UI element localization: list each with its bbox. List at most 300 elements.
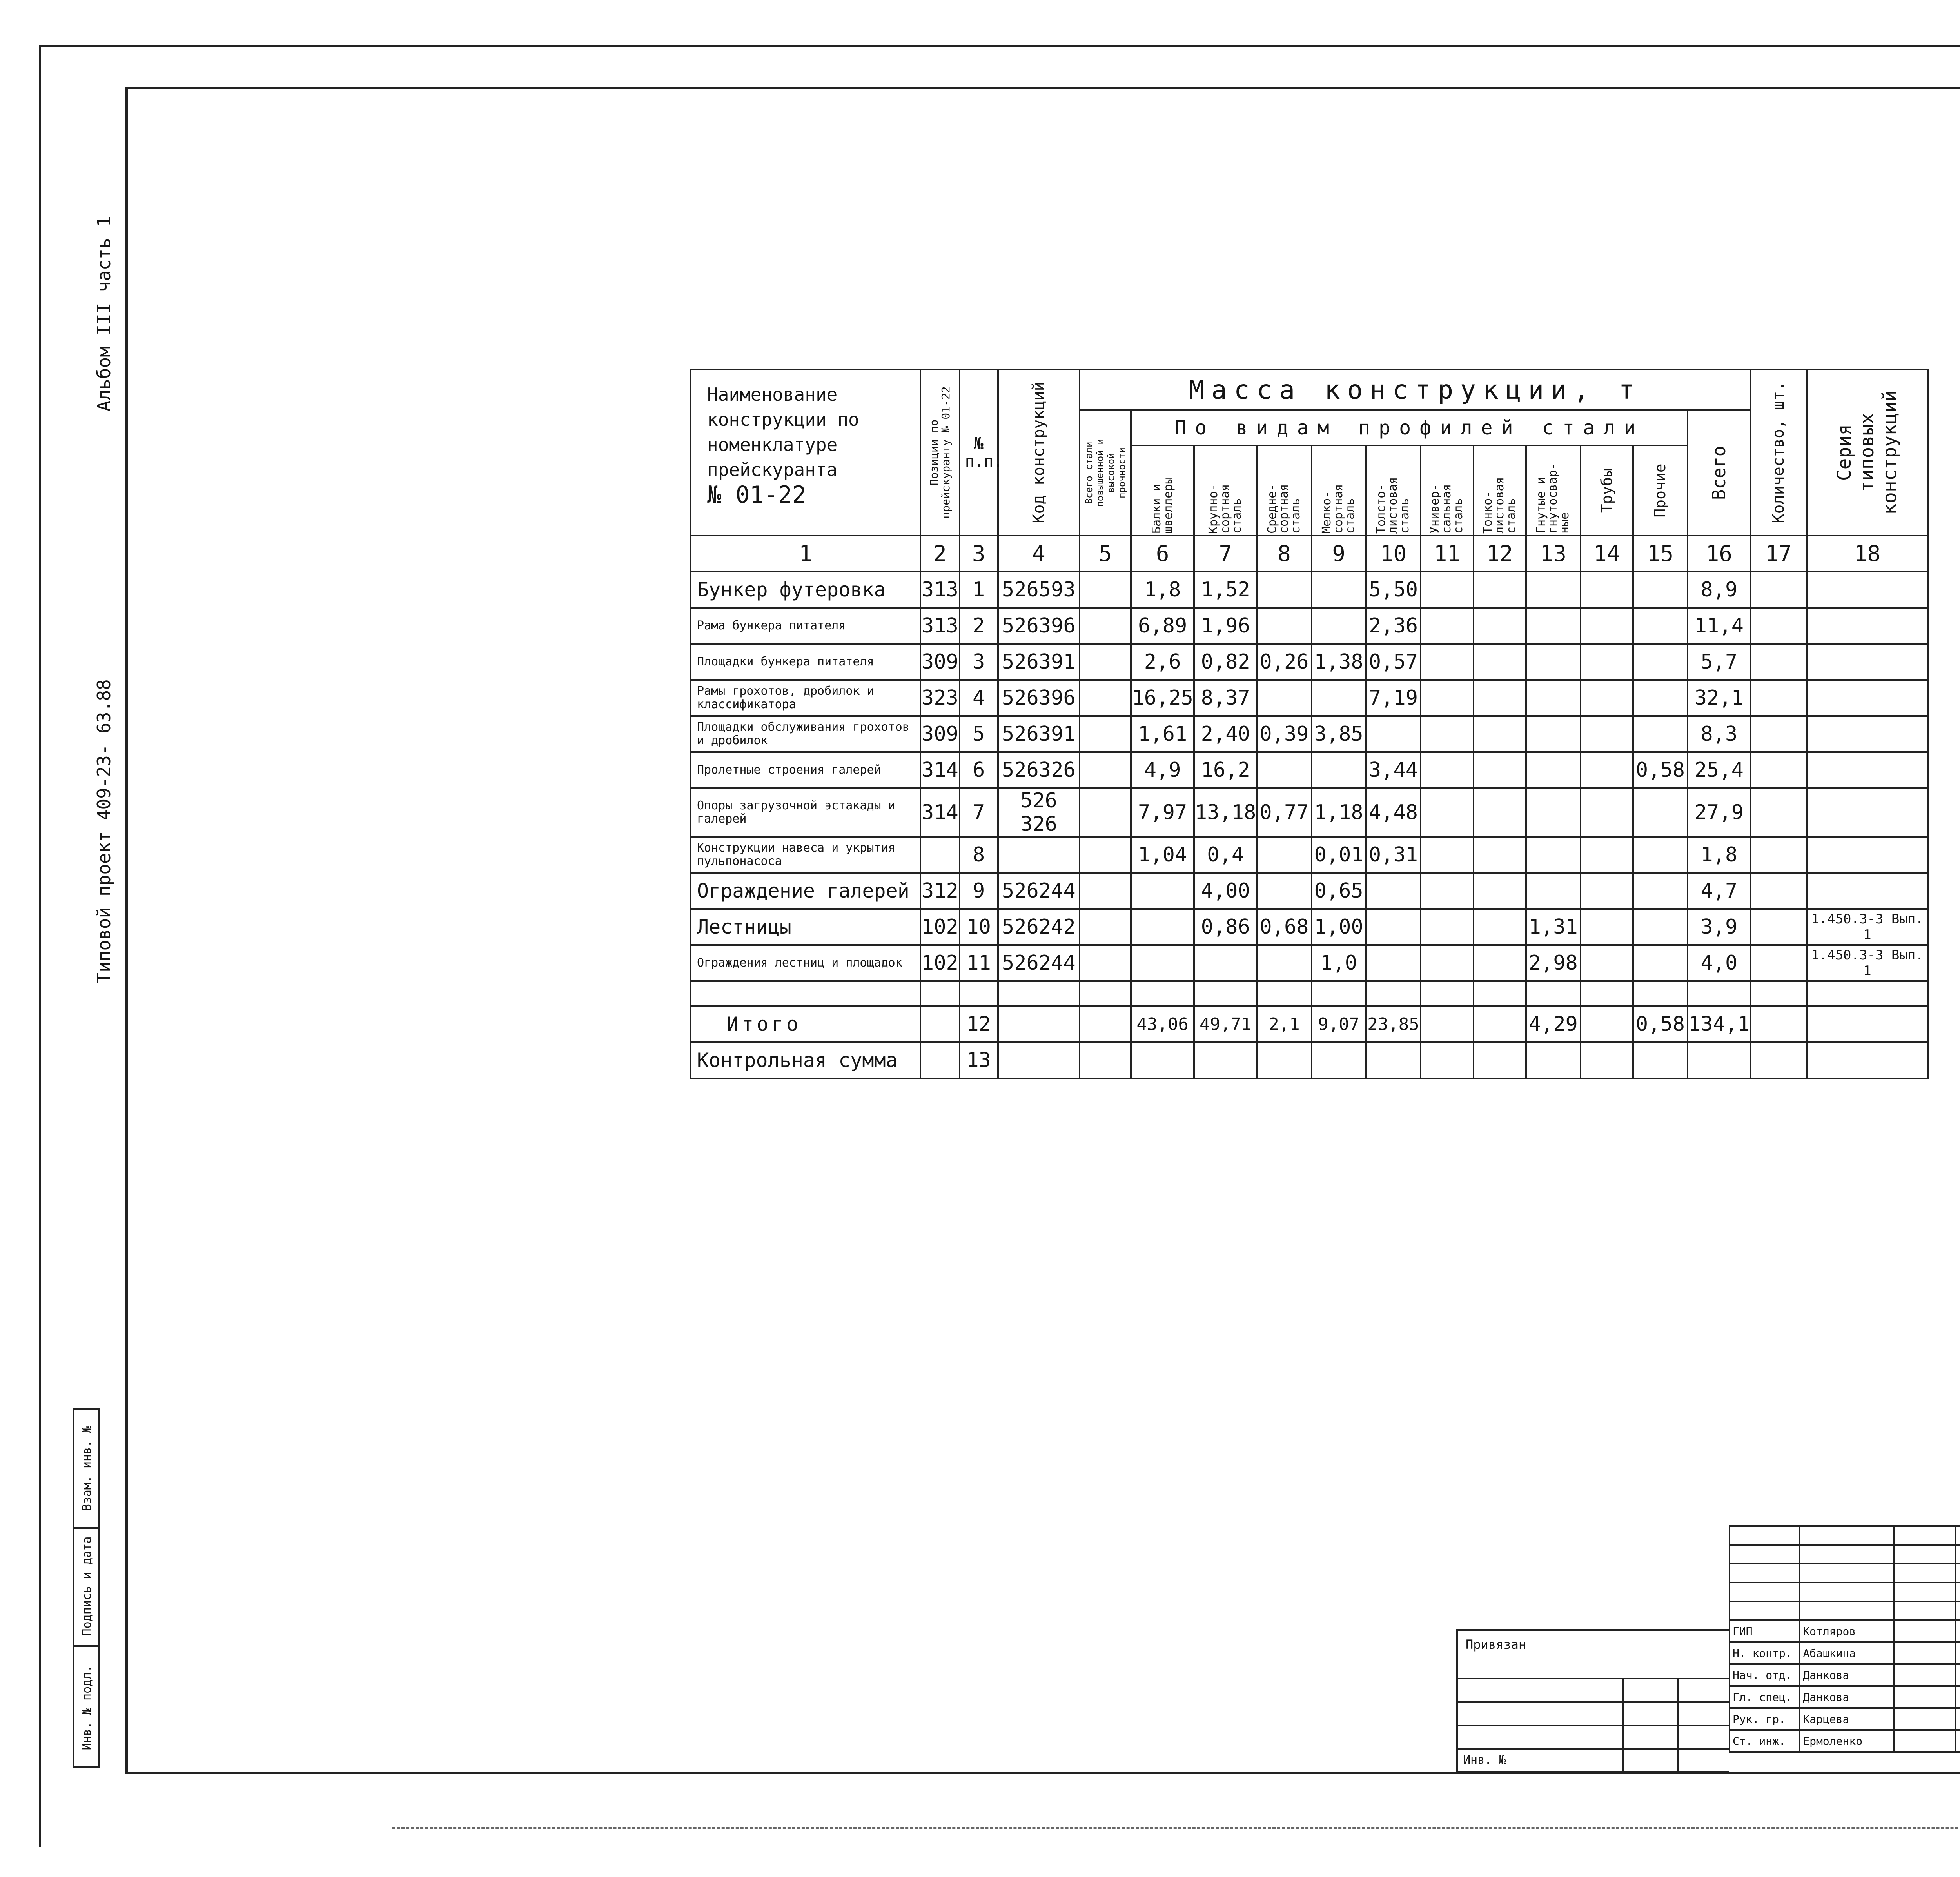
row-c15 xyxy=(1633,572,1688,608)
table-row xyxy=(691,788,1928,837)
row-c6: 1,04 xyxy=(1131,837,1194,873)
header-profile-1: Балки и швеллеры xyxy=(1131,445,1194,536)
row-c7: 0,82 xyxy=(1194,644,1257,680)
row-c14 xyxy=(1581,608,1633,644)
row-c11 xyxy=(1421,608,1473,644)
spacer-cell xyxy=(1751,981,1807,1006)
row-c16: 11,4 xyxy=(1688,608,1751,644)
row-quantity xyxy=(1751,788,1807,837)
date-cell xyxy=(1956,1708,1960,1730)
row-c16: 8,9 xyxy=(1688,572,1751,608)
signature-cell xyxy=(1894,1686,1956,1708)
row-c12 xyxy=(1474,873,1526,909)
header-profile-5: Толсто-листовая сталь xyxy=(1366,445,1421,536)
row-position: 312 xyxy=(920,873,960,909)
total-name: Итого xyxy=(691,1006,920,1042)
row-c8 xyxy=(1257,873,1311,909)
row-series xyxy=(1807,752,1928,788)
row-c12 xyxy=(1474,572,1526,608)
metal-structures-table xyxy=(690,369,1929,1079)
row-number: 10 xyxy=(960,909,998,945)
header-total: Всего xyxy=(1688,410,1751,536)
row-c7: 13,18 xyxy=(1194,788,1257,837)
row-c7: 0,86 xyxy=(1194,909,1257,945)
person-name: Данкова xyxy=(1800,1664,1893,1686)
row-c14 xyxy=(1581,644,1633,680)
row-c14 xyxy=(1581,945,1633,981)
date-cell xyxy=(1956,1730,1960,1752)
row-number: 9 xyxy=(960,873,998,909)
row-c13: 1,31 xyxy=(1526,909,1581,945)
column-number-18: 18 xyxy=(1807,536,1928,572)
spacer-cell xyxy=(998,981,1080,1006)
row-c7: 1,96 xyxy=(1194,608,1257,644)
row-c6: 6,89 xyxy=(1131,608,1194,644)
revision-row xyxy=(1730,1564,1960,1583)
revision-cell xyxy=(1730,1601,1800,1620)
tied-label: Привязан xyxy=(1466,1637,1526,1652)
table-row xyxy=(691,572,1928,608)
row-c16: 27,9 xyxy=(1688,788,1751,837)
row-c13 xyxy=(1526,837,1581,873)
row-name: Конструкции навеса и укрытия пульпонасоса xyxy=(691,837,920,873)
role-label: Нач. отд. xyxy=(1730,1664,1800,1686)
row-c8: 0,26 xyxy=(1257,644,1311,680)
row-number: 5 xyxy=(960,716,998,752)
row-c11 xyxy=(1421,788,1473,837)
row-position: 314 xyxy=(920,788,960,837)
row-c9 xyxy=(1312,608,1366,644)
row-c16: 5,7 xyxy=(1688,644,1751,680)
total-series xyxy=(1807,1006,1928,1042)
row-c10 xyxy=(1366,716,1421,752)
row-c10: 4,48 xyxy=(1366,788,1421,837)
spacer-cell xyxy=(1257,981,1311,1006)
row-c9: 1,00 xyxy=(1312,909,1366,945)
row-c10: 3,44 xyxy=(1366,752,1421,788)
row-c13 xyxy=(1526,752,1581,788)
total-c9: 9,07 xyxy=(1312,1006,1366,1042)
row-c6: 1,8 xyxy=(1131,572,1194,608)
revision-cell xyxy=(1956,1583,1960,1601)
revision-cell xyxy=(1894,1564,1956,1583)
table-row xyxy=(691,608,1928,644)
revision-cell xyxy=(1730,1583,1800,1601)
spacer-cell xyxy=(1688,981,1751,1006)
total-c8: 2,1 xyxy=(1257,1006,1311,1042)
signature-cell xyxy=(1894,1730,1956,1752)
row-high-strength xyxy=(1080,716,1131,752)
row-high-strength xyxy=(1080,837,1131,873)
row-c15 xyxy=(1633,837,1688,873)
revision-cell xyxy=(1730,1526,1800,1545)
person-name: Карцева xyxy=(1800,1708,1893,1730)
row-c15 xyxy=(1633,909,1688,945)
row-c16: 4,0 xyxy=(1688,945,1751,981)
header-profile-4: Мелко-сортная сталь xyxy=(1312,445,1366,536)
total-c11 xyxy=(1421,1006,1473,1042)
total-c10: 23,85 xyxy=(1366,1006,1421,1042)
total-high-strength xyxy=(1080,1006,1131,1042)
column-number-1: 1 xyxy=(691,536,920,572)
column-number-3: 3 xyxy=(960,536,998,572)
revision-cell xyxy=(1800,1601,1893,1620)
signature-row xyxy=(1730,1708,1960,1730)
row-c9: 3,85 xyxy=(1312,716,1366,752)
table-row xyxy=(691,644,1928,680)
row-code: 526391 xyxy=(998,716,1080,752)
row-series xyxy=(1807,837,1928,873)
header-profile-7: Тонко-листовая сталь xyxy=(1474,445,1526,536)
person-name: Ермоленко xyxy=(1800,1730,1893,1752)
role-label: Ст. инж. xyxy=(1730,1730,1800,1752)
header-quantity: Количество, шт. xyxy=(1751,369,1807,536)
header-by-profile: По видам профилей стали xyxy=(1131,410,1688,445)
row-c16: 3,9 xyxy=(1688,909,1751,945)
vzam-label: Взам. инв. № xyxy=(80,1426,94,1511)
check-cell xyxy=(1633,1042,1688,1078)
role-label: Н. контр. xyxy=(1730,1642,1800,1664)
check-cell xyxy=(1366,1042,1421,1078)
row-c9: 0,01 xyxy=(1312,837,1366,873)
row-name: Пролетные строения галерей xyxy=(691,752,920,788)
row-c8 xyxy=(1257,680,1311,716)
row-c16: 25,4 xyxy=(1688,752,1751,788)
row-c14 xyxy=(1581,873,1633,909)
role-label: Рук. гр. xyxy=(1730,1708,1800,1730)
revision-cell xyxy=(1800,1545,1893,1564)
check-position xyxy=(920,1042,960,1078)
check-cell xyxy=(1312,1042,1366,1078)
column-number-8: 8 xyxy=(1257,536,1311,572)
revision-cell xyxy=(1956,1564,1960,1583)
row-c10 xyxy=(1366,945,1421,981)
row-c7: 2,40 xyxy=(1194,716,1257,752)
row-series xyxy=(1807,644,1928,680)
row-c11 xyxy=(1421,680,1473,716)
table-row xyxy=(691,909,1928,945)
column-number-2: 2 xyxy=(920,536,960,572)
row-name: Ограждение галерей xyxy=(691,873,920,909)
row-high-strength xyxy=(1080,608,1131,644)
row-c10 xyxy=(1366,873,1421,909)
row-position: 309 xyxy=(920,716,960,752)
spacer-cell xyxy=(1366,981,1421,1006)
row-c12 xyxy=(1474,680,1526,716)
row-c14 xyxy=(1581,788,1633,837)
row-c13 xyxy=(1526,572,1581,608)
row-c16: 1,8 xyxy=(1688,837,1751,873)
date-cell xyxy=(1956,1686,1960,1708)
row-code: 526396 xyxy=(998,608,1080,644)
row-series xyxy=(1807,873,1928,909)
role-label: Гл. спец. xyxy=(1730,1686,1800,1708)
check-cell xyxy=(1526,1042,1581,1078)
row-quantity xyxy=(1751,608,1807,644)
row-c6 xyxy=(1131,909,1194,945)
column-number-4: 4 xyxy=(998,536,1080,572)
row-c13 xyxy=(1526,788,1581,837)
total-row xyxy=(691,1006,1928,1042)
revision-row xyxy=(1730,1545,1960,1564)
row-c7: 0,4 xyxy=(1194,837,1257,873)
header-profile-8: Гнутые и гнутосвар-ные xyxy=(1526,445,1581,536)
revision-cell xyxy=(1894,1601,1956,1620)
inv-no-label: Инв. № подл. xyxy=(80,1665,94,1750)
total-c13: 4,29 xyxy=(1526,1006,1581,1042)
row-c7: 4,00 xyxy=(1194,873,1257,909)
row-c11 xyxy=(1421,873,1473,909)
date-cell xyxy=(1956,1642,1960,1664)
check-cell xyxy=(1080,1042,1131,1078)
signature-cell xyxy=(1894,1708,1956,1730)
column-number-9: 9 xyxy=(1312,536,1366,572)
header-mass-title: Масса конструкции, т xyxy=(1080,369,1751,410)
table-row-spacer xyxy=(691,981,1928,1006)
check-cell xyxy=(1751,1042,1807,1078)
column-number-13: 13 xyxy=(1526,536,1581,572)
row-c12 xyxy=(1474,837,1526,873)
check-number: 13 xyxy=(960,1042,998,1078)
revision-cell xyxy=(1730,1545,1800,1564)
row-c6: 4,9 xyxy=(1131,752,1194,788)
revision-row xyxy=(1730,1601,1960,1620)
row-high-strength xyxy=(1080,680,1131,716)
check-cell xyxy=(998,1042,1080,1078)
row-c12 xyxy=(1474,644,1526,680)
header-series: Серия типовых конструкций xyxy=(1807,369,1928,536)
row-quantity xyxy=(1751,909,1807,945)
spacer-cell xyxy=(1581,981,1633,1006)
signature-row xyxy=(1730,1642,1960,1664)
row-c16: 4,7 xyxy=(1688,873,1751,909)
spacer-cell xyxy=(1312,981,1366,1006)
row-c13: 2,98 xyxy=(1526,945,1581,981)
row-series xyxy=(1807,788,1928,837)
row-quantity xyxy=(1751,752,1807,788)
row-name: Ограждения лестниц и площадок xyxy=(691,945,920,981)
row-c6 xyxy=(1131,873,1194,909)
row-c14 xyxy=(1581,680,1633,716)
signature-row xyxy=(1730,1620,1960,1642)
inv-label: Инв. № xyxy=(1463,1753,1506,1767)
column-number-6: 6 xyxy=(1131,536,1194,572)
side-stamp xyxy=(73,1408,100,1768)
column-number-14: 14 xyxy=(1581,536,1633,572)
row-position: 102 xyxy=(920,945,960,981)
column-number-7: 7 xyxy=(1194,536,1257,572)
revision-cell xyxy=(1800,1564,1893,1583)
row-code: 526242 xyxy=(998,909,1080,945)
row-code: 526326 xyxy=(998,752,1080,788)
row-c6: 1,61 xyxy=(1131,716,1194,752)
date-cell xyxy=(1956,1620,1960,1642)
row-code: 526593 xyxy=(998,572,1080,608)
row-c8 xyxy=(1257,608,1311,644)
row-c10: 0,57 xyxy=(1366,644,1421,680)
row-c14 xyxy=(1581,752,1633,788)
row-c8 xyxy=(1257,945,1311,981)
header-high-strength: Всего стали повышенной и высокой прочности xyxy=(1080,410,1131,536)
signature-cell xyxy=(1894,1664,1956,1686)
row-position: 309 xyxy=(920,644,960,680)
check-sum-row xyxy=(691,1042,1928,1078)
revision-cell xyxy=(1894,1583,1956,1601)
row-high-strength xyxy=(1080,873,1131,909)
header-profile-6: Универ-сальная сталь xyxy=(1421,445,1473,536)
row-c15 xyxy=(1633,644,1688,680)
row-number: 6 xyxy=(960,752,998,788)
row-c9 xyxy=(1312,680,1366,716)
row-quantity xyxy=(1751,945,1807,981)
row-code: 526244 xyxy=(998,873,1080,909)
row-c8: 0,39 xyxy=(1257,716,1311,752)
row-c10 xyxy=(1366,909,1421,945)
row-c13 xyxy=(1526,608,1581,644)
row-quantity xyxy=(1751,873,1807,909)
row-quantity xyxy=(1751,837,1807,873)
total-c15: 0,58 xyxy=(1633,1006,1688,1042)
header-profile-2: Крупно-сортная сталь xyxy=(1194,445,1257,536)
row-high-strength xyxy=(1080,945,1131,981)
row-c9 xyxy=(1312,752,1366,788)
row-c14 xyxy=(1581,716,1633,752)
row-name: Опоры загрузочной эстакады и галерей xyxy=(691,788,920,837)
row-number: 7 xyxy=(960,788,998,837)
check-cell xyxy=(1421,1042,1473,1078)
row-c8 xyxy=(1257,572,1311,608)
check-cell xyxy=(1131,1042,1194,1078)
column-number-11: 11 xyxy=(1421,536,1473,572)
spacer-cell xyxy=(1474,981,1526,1006)
role-label: ГИП xyxy=(1730,1620,1800,1642)
row-c10: 2,36 xyxy=(1366,608,1421,644)
revision-cell xyxy=(1730,1564,1800,1583)
row-c12 xyxy=(1474,716,1526,752)
revision-grid xyxy=(1729,1525,1960,1753)
row-c12 xyxy=(1474,752,1526,788)
check-cell xyxy=(1474,1042,1526,1078)
total-position xyxy=(920,1006,960,1042)
row-quantity xyxy=(1751,716,1807,752)
column-number-15: 15 xyxy=(1633,536,1688,572)
spacer-cell xyxy=(1421,981,1473,1006)
date-cell xyxy=(1956,1664,1960,1686)
table-row xyxy=(691,680,1928,716)
header-profile-9: Трубы xyxy=(1581,445,1633,536)
row-name: Площадки обслуживания грохотов и дробилок xyxy=(691,716,920,752)
row-series xyxy=(1807,680,1928,716)
row-c9: 1,38 xyxy=(1312,644,1366,680)
row-c11 xyxy=(1421,752,1473,788)
spacer-cell xyxy=(1131,981,1194,1006)
row-c6 xyxy=(1131,945,1194,981)
revision-cell xyxy=(1956,1545,1960,1564)
row-c7: 16,2 xyxy=(1194,752,1257,788)
total-c16: 134,1 xyxy=(1688,1006,1751,1042)
row-number: 4 xyxy=(960,680,998,716)
row-high-strength xyxy=(1080,788,1131,837)
column-number-17: 17 xyxy=(1751,536,1807,572)
table-row xyxy=(691,837,1928,873)
table-row xyxy=(691,945,1928,981)
revision-cell xyxy=(1894,1545,1956,1564)
tied-block xyxy=(1456,1629,1729,1772)
bottom-dashes xyxy=(392,1827,1960,1829)
row-series xyxy=(1807,572,1928,608)
row-c12 xyxy=(1474,788,1526,837)
row-c9: 1,18 xyxy=(1312,788,1366,837)
row-c8: 0,68 xyxy=(1257,909,1311,945)
row-c8: 0,77 xyxy=(1257,788,1311,837)
row-c7: 8,37 xyxy=(1194,680,1257,716)
row-c12 xyxy=(1474,945,1526,981)
revision-cell xyxy=(1894,1526,1956,1545)
total-number: 12 xyxy=(960,1006,998,1042)
column-number-12: 12 xyxy=(1474,536,1526,572)
check-cell xyxy=(1581,1042,1633,1078)
spacer-cell xyxy=(691,981,920,1006)
person-name: Абашкина xyxy=(1800,1642,1893,1664)
row-high-strength xyxy=(1080,572,1131,608)
row-name: Рамы грохотов, дробилок и классификатора xyxy=(691,680,920,716)
spacer-cell xyxy=(960,981,998,1006)
row-c6: 7,97 xyxy=(1131,788,1194,837)
row-name: Площадки бункера питателя xyxy=(691,644,920,680)
row-quantity xyxy=(1751,572,1807,608)
row-c14 xyxy=(1581,572,1633,608)
row-c11 xyxy=(1421,837,1473,873)
row-c9: 0,65 xyxy=(1312,873,1366,909)
row-c10: 0,31 xyxy=(1366,837,1421,873)
row-series: 1.450.3-3 Вып. 1 xyxy=(1807,945,1928,981)
row-c15 xyxy=(1633,680,1688,716)
header-profile-10: Прочие xyxy=(1633,445,1688,536)
header-position: Позиции по прейскуранту № 01-22 xyxy=(920,369,960,536)
total-quantity xyxy=(1751,1006,1807,1042)
check-name: Контрольная сумма xyxy=(691,1042,920,1078)
column-number-10: 10 xyxy=(1366,536,1421,572)
row-c13 xyxy=(1526,644,1581,680)
table-row xyxy=(691,716,1928,752)
table-row xyxy=(691,873,1928,909)
spacer-cell xyxy=(1194,981,1257,1006)
row-c9: 1,0 xyxy=(1312,945,1366,981)
row-code: 526244 xyxy=(998,945,1080,981)
total-c6: 43,06 xyxy=(1131,1006,1194,1042)
row-high-strength xyxy=(1080,644,1131,680)
spacer-cell xyxy=(1633,981,1688,1006)
signature-cell xyxy=(1894,1642,1956,1664)
signature-row xyxy=(1730,1664,1960,1686)
check-cell xyxy=(1194,1042,1257,1078)
person-name: Котляров xyxy=(1800,1620,1893,1642)
row-c9 xyxy=(1312,572,1366,608)
project-label: Типовой проект 409-23- 63.88 xyxy=(93,679,114,983)
row-number: 11 xyxy=(960,945,998,981)
total-c7: 49,71 xyxy=(1194,1006,1257,1042)
check-cell xyxy=(1688,1042,1751,1078)
row-c13 xyxy=(1526,873,1581,909)
column-number-5: 5 xyxy=(1080,536,1131,572)
row-code: 526 326 xyxy=(998,788,1080,837)
signature-date-label: Подпись и дата xyxy=(80,1536,94,1636)
row-c16: 32,1 xyxy=(1688,680,1751,716)
title-block xyxy=(1729,1525,1960,1772)
total-c12 xyxy=(1474,1006,1526,1042)
row-name: Лестницы xyxy=(691,909,920,945)
row-position: 323 xyxy=(920,680,960,716)
